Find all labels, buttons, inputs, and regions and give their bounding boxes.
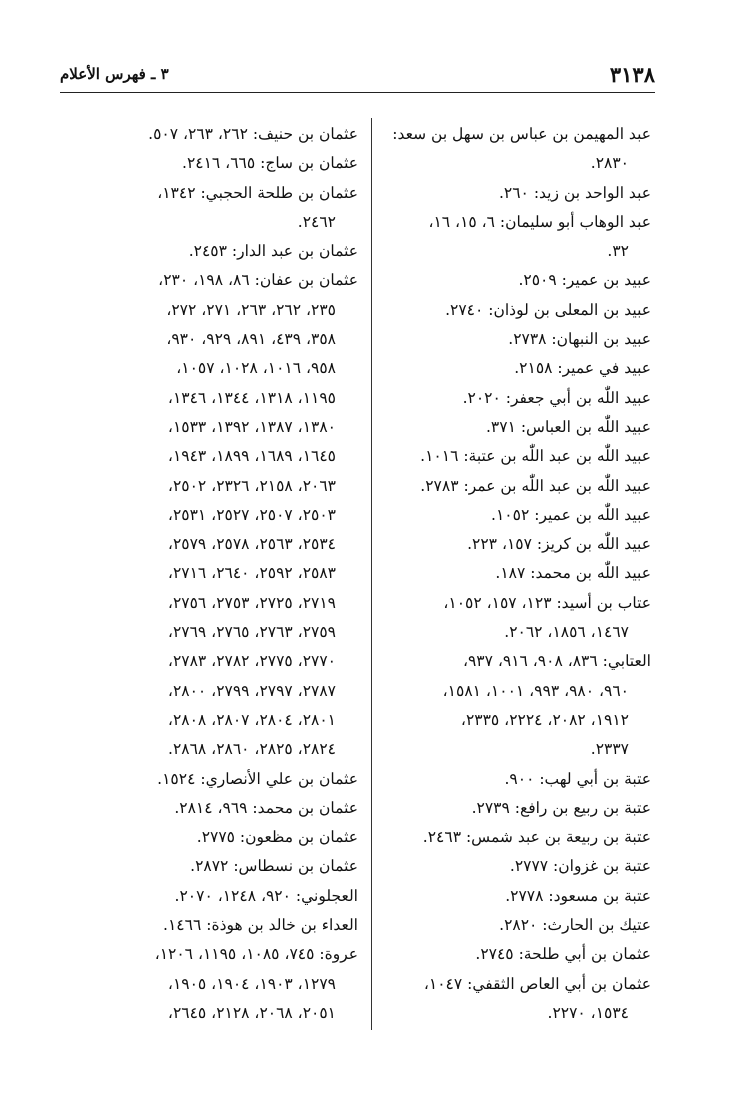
index-entry-continuation: ٢٨٣٠. [590, 154, 629, 173]
index-entry: عثمان بن ساج: ٦٦٥، ٢٤١٦. [182, 154, 358, 173]
page-header [60, 62, 655, 93]
index-entry-continuation: ٢٧٨٧، ٢٧٩٧، ٢٧٩٩، ٢٨٠٠، [167, 681, 336, 700]
index-entry-continuation: ٩٥٨، ١٠١٦، ١٠٢٨، ١٠٥٧، [176, 359, 336, 378]
index-entry: عبيد اللّٰه بن كريز: ١٥٧، ٢٢٣. [467, 535, 651, 554]
index-entry: عتيك بن الحارث: ٢٨٢٠. [499, 916, 651, 935]
index-entry: عبد الوهاب أبو سليمان: ٦، ١٥، ١٦، [428, 212, 651, 231]
index-entry: عتبة بن غزوان: ٢٧٧٧. [509, 857, 651, 876]
index-entry: عبيد بن المعلى بن لوذان: ٢٧٤٠. [445, 300, 651, 319]
index-entry: عثمان بن مظعون: ٢٧٧٥. [196, 828, 358, 847]
index-entry-continuation: ٢٥٠٣، ٢٥٠٧، ٢٥٢٧، ٢٥٣١، [167, 505, 336, 524]
index-entry: عبد الواحد بن زيد: ٢٦٠. [498, 183, 651, 202]
index-entry-continuation: ٢٠٥١، ٢٠٦٨، ٢١٢٨، ٢٦٤٥، [167, 1003, 336, 1022]
index-entry-continuation: ٢٥٣٤، ٢٥٦٣، ٢٥٧٨، ٢٥٧٩، [167, 535, 336, 554]
index-entry-continuation: ٢٧١٩، ٢٧٢٥، ٢٧٥٣، ٢٧٥٦، [167, 593, 336, 612]
page-number: ٣١٣٨ [609, 62, 655, 87]
index-entry: العجلوني: ٩٢٠، ١٢٤٨، ٢٠٧٠. [174, 886, 358, 905]
index-entry: عبيد اللّٰه بن أبي جعفر: ٢٠٢٠. [462, 388, 651, 407]
index-entry: عتبة بن ربيعة بن عبد شمس: ٢٤٦٣. [422, 828, 651, 847]
running-title: ٣ ـ فهرس الأعلام [60, 65, 169, 83]
index-entry: عثمان بن نسطاس: ٢٨٧٢. [190, 857, 358, 876]
index-entry: عثمان بن عفان: ٨٦، ١٩٨، ٢٣٠، [158, 271, 358, 290]
index-entry-continuation: ٢٣٥، ٢٦٢، ٢٦٣، ٢٧١، ٢٧٢، [166, 300, 336, 319]
left-column [90, 120, 358, 1028]
index-entry: عتاب بن أسيد: ١٢٣، ١٥٧، ١٠٥٢، [443, 593, 651, 612]
index-entry: عثمان بن عبد الدار: ٢٤٥٣. [188, 242, 358, 261]
index-entry-continuation: ٢٨٢٤، ٢٨٢٥، ٢٨٦٠، ٢٨٦٨. [168, 740, 336, 759]
index-entry: عتبة بن أبي لهب: ٩٠٠. [504, 769, 651, 788]
right-column [383, 120, 651, 1028]
index-entry: عتبة بن ربيع بن رافع: ٢٧٣٩. [471, 798, 651, 817]
index-entry: عبيد بن النبهان: ٢٧٣٨. [508, 330, 651, 349]
index-entry: عبيد اللّٰه بن محمد: ١٨٧. [495, 564, 651, 583]
index-entry-continuation: ٢٠٦٣، ٢١٥٨، ٢٣٢٦، ٢٥٠٢، [167, 476, 336, 495]
index-entry-continuation: ١٦٤٥، ١٦٨٩، ١٨٩٩، ١٩٤٣، [167, 447, 336, 466]
index-entry: عبيد اللّٰه بن عبد اللّٰه بن عتبة: ١٠١٦. [420, 447, 651, 466]
index-entry: عبد المهيمن بن عباس بن سهل بن سعد: [392, 125, 651, 143]
index-entry-continuation: ٢٣٣٧. [590, 740, 629, 759]
index-entry: عثمان بن أبي طلحة: ٢٧٤٥. [475, 945, 651, 964]
index-entry: عبيد بن عمير: ٢٥٠٩. [518, 271, 651, 290]
index-entry: عبيد اللّٰه بن عبد اللّٰه بن عمر: ٢٧٨٣. [420, 476, 651, 495]
index-entry-continuation: ١٥٣٤، ٢٢٧٠. [547, 1003, 629, 1022]
index-entry: عثمان بن طلحة الحجبي: ١٣٤٢، [157, 183, 358, 202]
index-entry-continuation: ٢٥٨٣، ٢٥٩٢، ٢٦٤٠، ٢٧١٦، [167, 564, 336, 583]
index-entry-continuation: ٣٥٨، ٤٣٩، ٨٩١، ٩٢٩، ٩٣٠، [166, 330, 336, 349]
index-entry-continuation: ٩٦٠، ٩٨٠، ٩٩٣، ١٠٠١، ١٥٨١، [442, 681, 629, 700]
index-entry: عبيد اللّٰه بن عمير: ١٠٥٢. [491, 505, 651, 524]
index-entry: عثمان بن حنيف: ٢٦٢، ٢٦٣، ٥٠٧. [148, 125, 358, 143]
index-entry: العداء بن خالد بن هوذة: ١٤٦٦. [163, 916, 358, 935]
index-entry: عتبة بن مسعود: ٢٧٧٨. [505, 886, 651, 905]
index-entry-continuation: ٢٤٦٢. [297, 212, 336, 231]
index-entry: عبيد في عمير: ٢١٥٨. [514, 359, 651, 378]
index-entry-continuation: ١٢٧٩، ١٩٠٣، ١٩٠٤، ١٩٠٥، [167, 974, 336, 993]
index-entry: عثمان بن محمد: ٩٦٩، ٢٨١٤. [174, 798, 358, 817]
column-divider [371, 118, 372, 1030]
index-entry-continuation: ٢٧٧٠، ٢٧٧٥، ٢٧٨٢، ٢٧٨٣، [167, 652, 336, 671]
index-entry: العتابي: ٨٣٦، ٩٠٨، ٩١٦، ٩٣٧، [462, 652, 651, 671]
index-entry-continuation: ١٤٦٧، ١٨٥٦، ٢٠٦٢. [504, 623, 629, 642]
index-entry-continuation: ١١٩٥، ١٣١٨، ١٣٤٤، ١٣٤٦، [167, 388, 336, 407]
index-entry-continuation: ٣٢. [607, 242, 629, 261]
index-entry-continuation: ٢٧٥٩، ٢٧٦٣، ٢٧٦٥، ٢٧٦٩، [167, 623, 336, 642]
index-entry: عروة: ٧٤٥، ١٠٨٥، ١١٩٥، ١٢٠٦، [154, 945, 358, 964]
index-entry: عثمان بن أبي العاص الثقفي: ١٠٤٧، [423, 974, 651, 993]
index-entry: عثمان بن علي الأنصاري: ١٥٢٤. [157, 769, 358, 788]
index-entry-continuation: ٢٨٠١، ٢٨٠٤، ٢٨٠٧، ٢٨٠٨، [167, 710, 336, 729]
index-entry: عبيد اللّٰه بن العباس: ٣٧١. [485, 417, 651, 436]
index-entry-continuation: ١٩١٢، ٢٠٨٢، ٢٢٢٤، ٢٣٣٥، [460, 710, 629, 729]
index-entry-continuation: ١٣٨٠، ١٣٨٧، ١٣٩٢، ١٥٣٣، [167, 417, 336, 436]
